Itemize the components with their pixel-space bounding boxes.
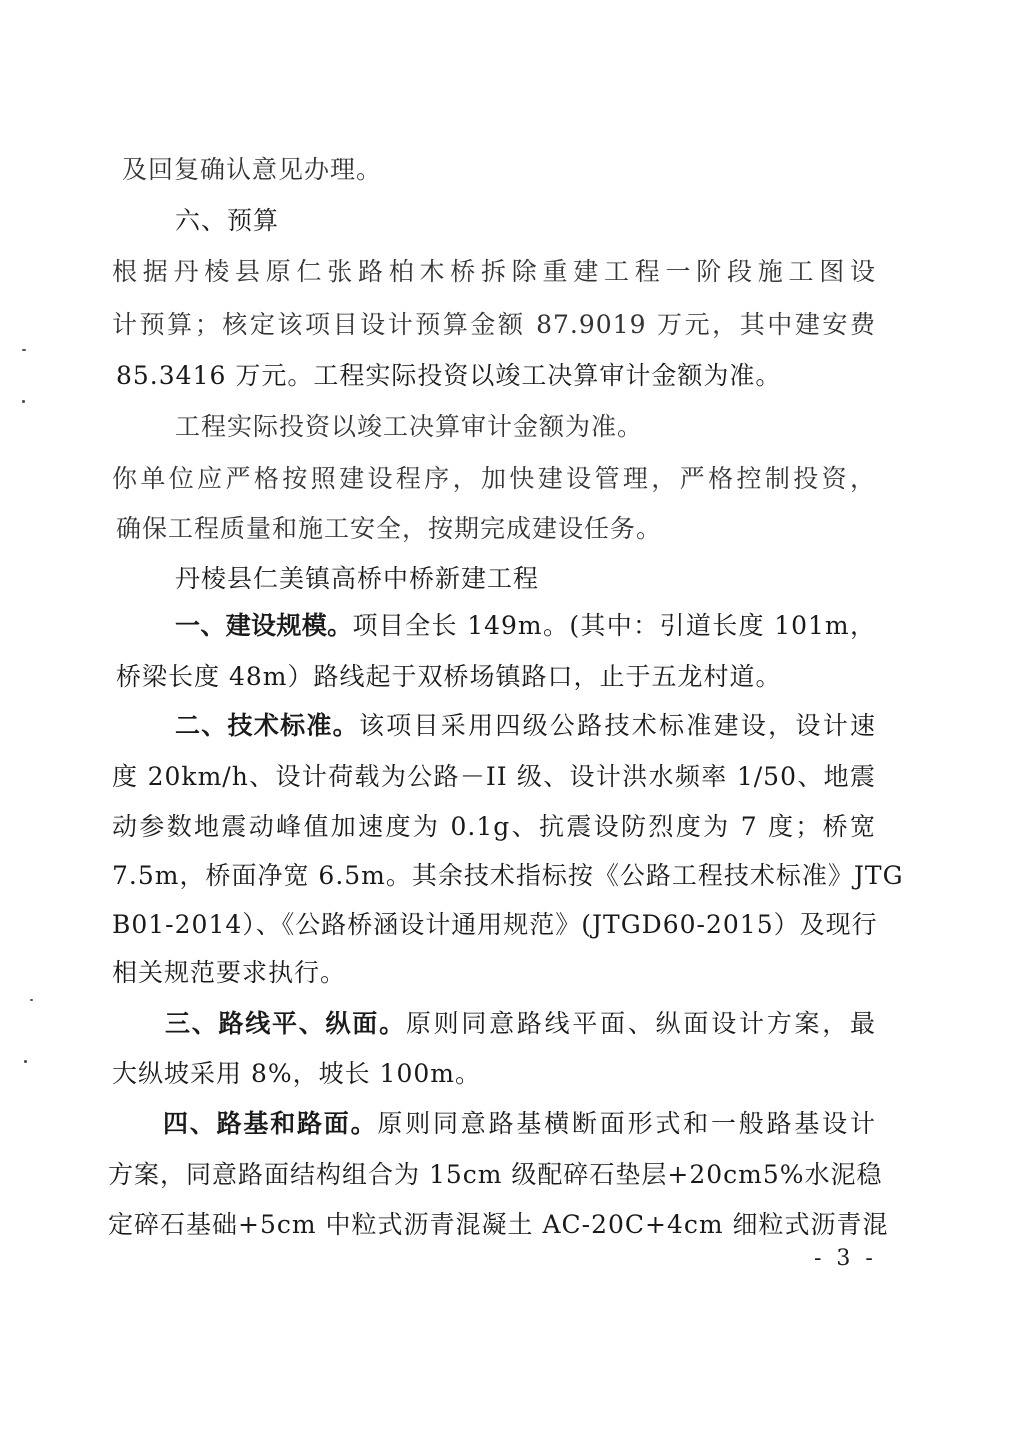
section-route-title: 三、路线平、纵面。 [165, 1009, 406, 1038]
section-tech-line-2: 度 20km/h、设计荷载为公路－II 级、设计洪水频率 1/50、地震 [112, 762, 876, 791]
text-line-4: 计预算；核定该项目设计预算金额 87.9019 万元，其中建安费 [112, 310, 876, 339]
page-number: - 3 - [814, 1246, 877, 1271]
section-road-line-3: 定碎石基础+5cm 中粒式沥青混凝土 AC-20C+4cm 细粒式沥青混 [108, 1210, 889, 1239]
text-line-5: 85.3416 万元。工程实际投资以竣工决算审计金额为准。 [116, 361, 782, 390]
scan-speck [24, 1060, 27, 1063]
section-scale-line-2: 桥梁长度 48m）路线起于双桥场镇路口，止于五龙村道。 [116, 662, 782, 691]
section-road-line-1 [163, 1108, 876, 1140]
section-tech-line-6: 相关规范要求执行。 [112, 958, 347, 987]
section-road-line-2: 方案，同意路面结构组合为 15cm 级配碎石垫层+20cm5%水泥稳 [108, 1160, 883, 1189]
section-scale-title: 一、建设规模。 [175, 611, 353, 640]
section-tech-line-4: 7.5m，桥面净宽 6.5m。其余技术指标按《公路工程技术标准》JTG [112, 861, 904, 890]
scan-speck [30, 999, 33, 1001]
text-line-6: 工程实际投资以竣工决算审计金额为准。 [175, 412, 644, 441]
text-line-8: 确保工程质量和施工安全，按期完成建设任务。 [116, 514, 663, 543]
section-tech-title: 二、技术标准。 [175, 711, 359, 740]
section-route-line-1 [165, 1008, 876, 1040]
section-road-title: 四、路基和路面。 [163, 1109, 378, 1138]
section-scale-text: 项目全长 149m。(其中：引道长度 101m， [352, 611, 876, 640]
text-line-1: 及回复确认意见办理。 [122, 155, 383, 184]
section-route-text: 原则同意路线平面、纵面设计方案，最 [405, 1009, 876, 1038]
section-scale-line-1 [175, 610, 876, 642]
scan-speck [22, 400, 25, 403]
section-heading-budget: 六、预算 [175, 206, 280, 235]
section-route-line-2: 大纵坡采用 8%，坡长 100m。 [112, 1059, 481, 1088]
section-tech-line-1 [175, 710, 876, 742]
section-tech-text: 该项目采用四级公路技术标准建设，设计速 [358, 711, 876, 740]
project-title: 丹棱县仁美镇高桥中桥新建工程 [175, 564, 540, 593]
scan-speck [22, 349, 26, 351]
text-line-3: 根据丹棱县原仁张路柏木桥拆除重建工程一阶段施工图设 [112, 257, 876, 286]
section-tech-line-3: 动参数地震动峰值加速度为 0.1g、抗震设防烈度为 7 度；桥宽 [112, 812, 876, 841]
text-line-7: 你单位应严格按照建设程序，加快建设管理，严格控制投资， [112, 464, 876, 493]
section-road-text: 原则同意路基横断面形式和一般路基设计 [377, 1109, 876, 1138]
section-tech-line-5: B01-2014）、《公路桥涵设计通用规范》(JTGD60-2015）及现行 [112, 910, 878, 939]
